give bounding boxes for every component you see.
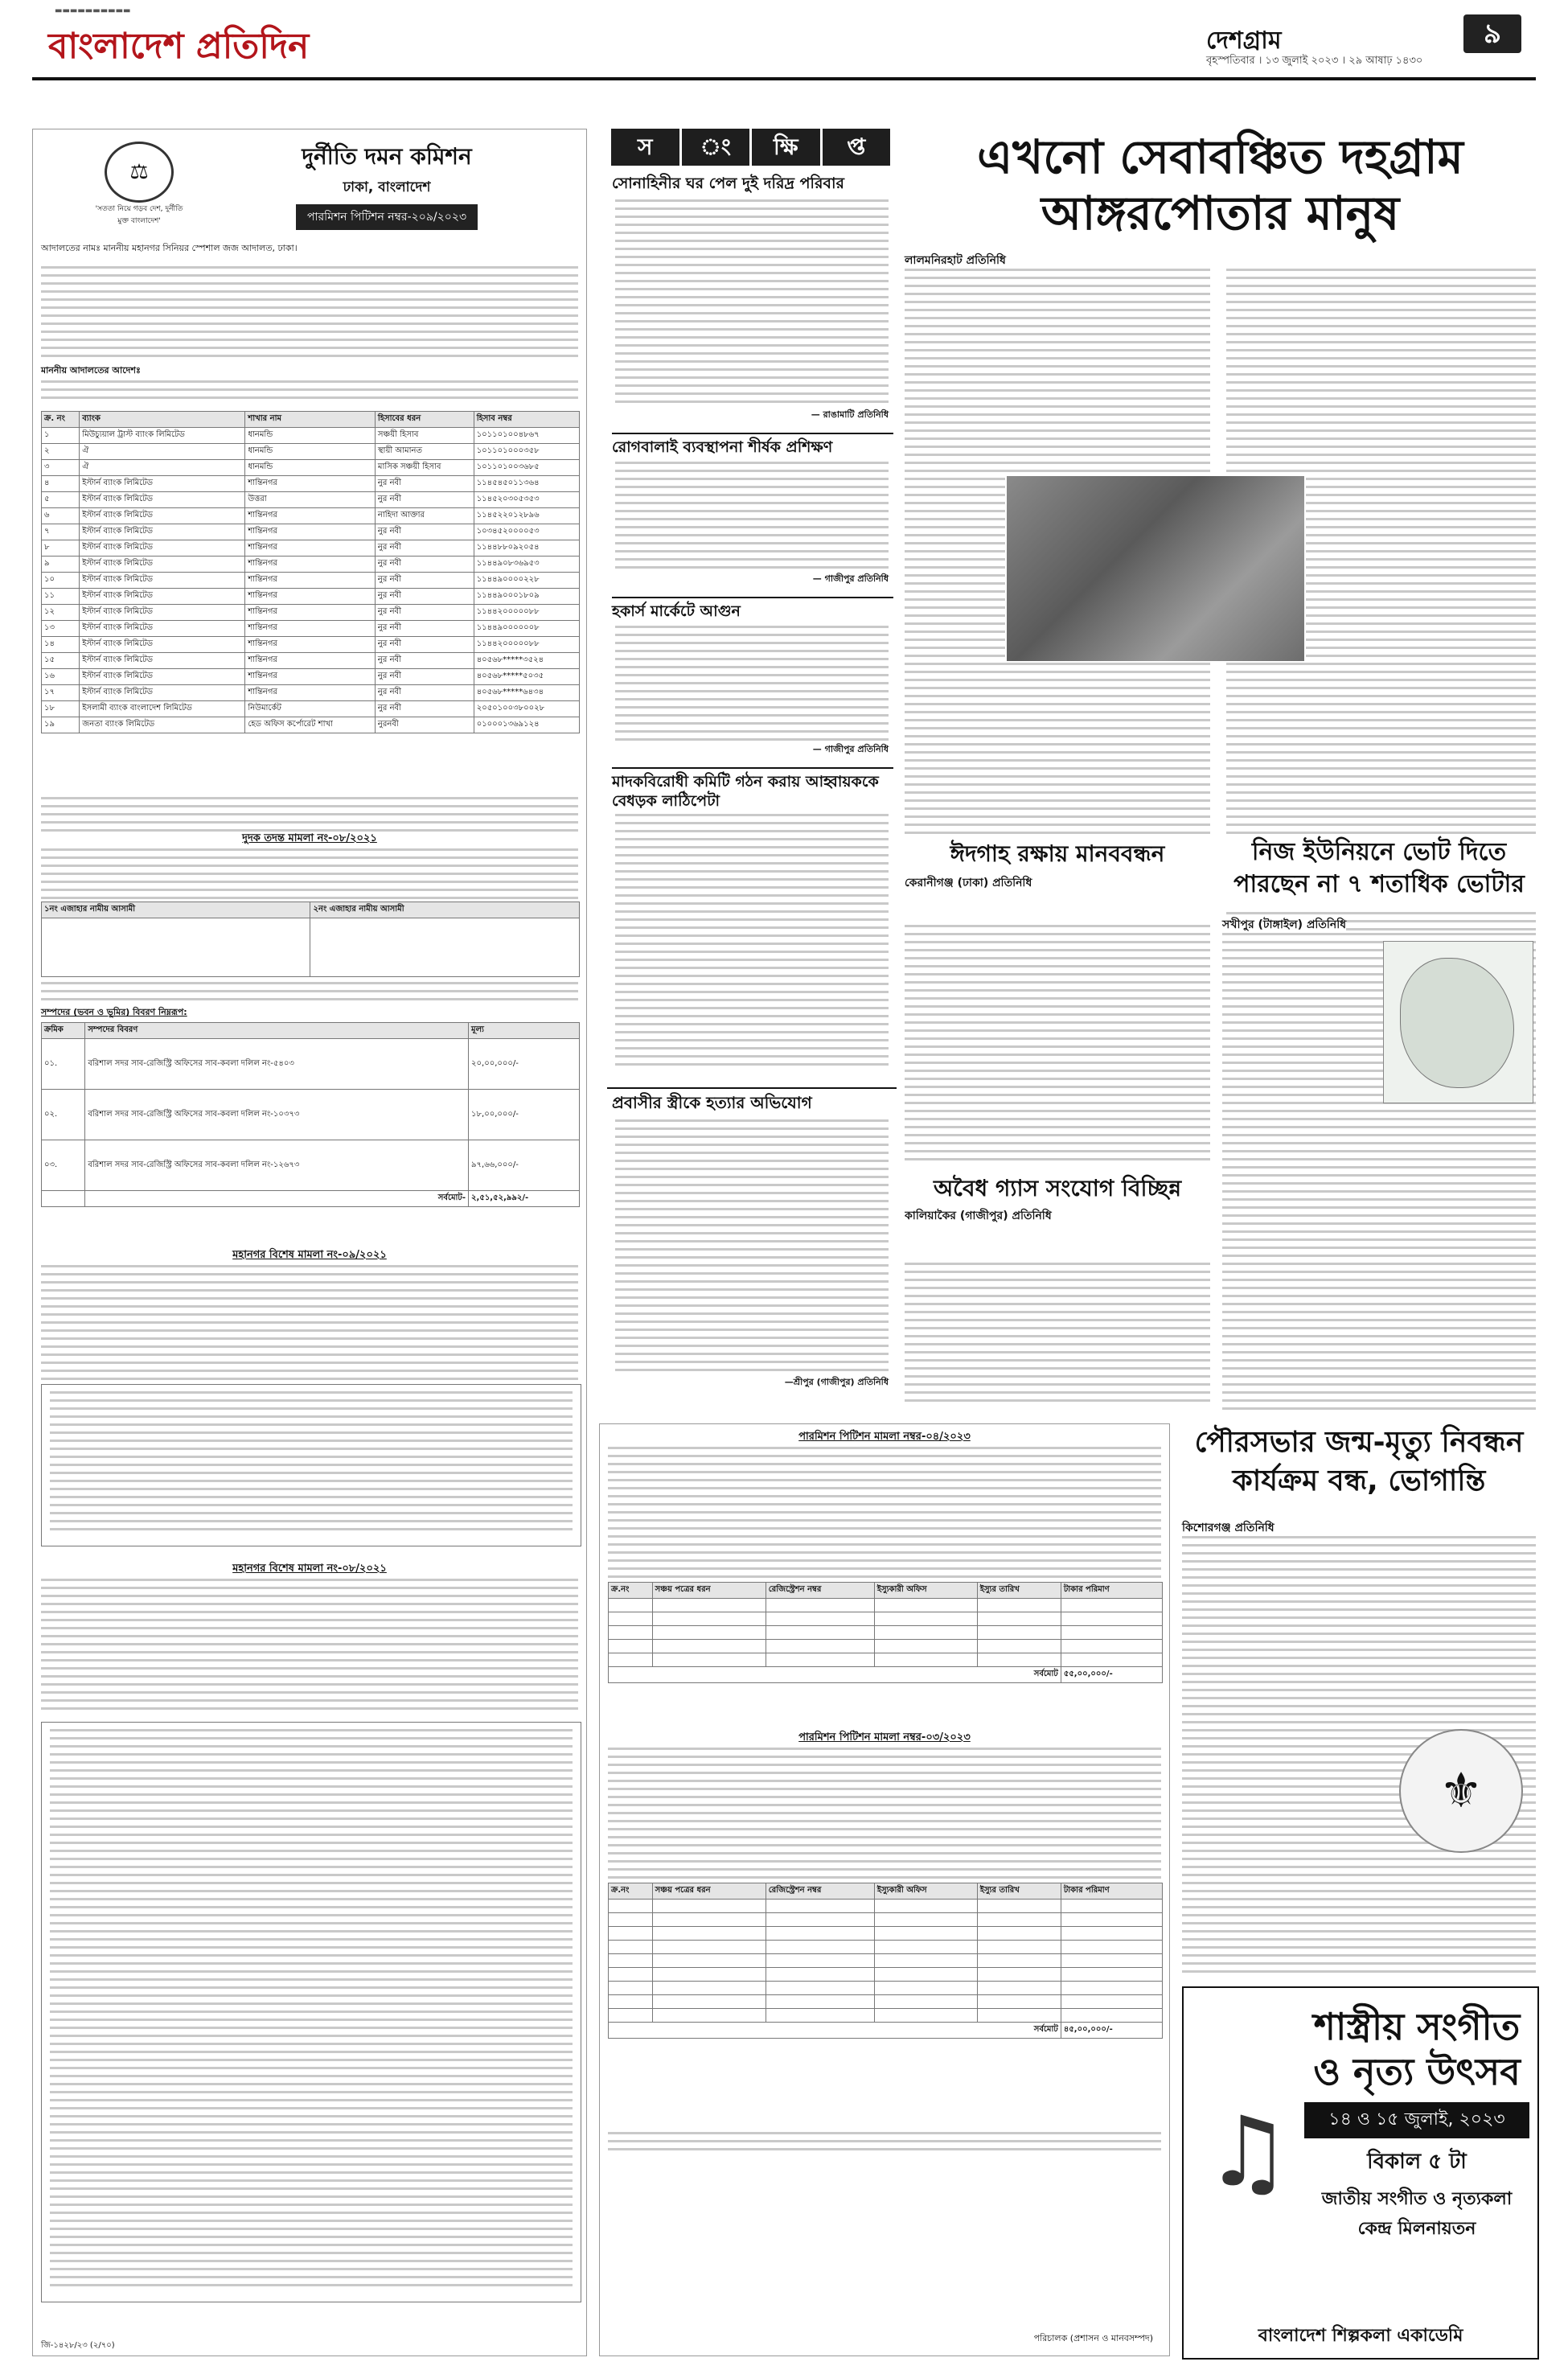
section-name: দেশগ্রাম	[1206, 27, 1282, 55]
table-cell: ৫	[42, 492, 80, 508]
ad-title-line1: শাস্ত্রীয় সংগীত	[1313, 2005, 1521, 2048]
petition-notices	[599, 1423, 1170, 2356]
table-cell: ৮	[42, 540, 80, 557]
table-cell: জনতা ব্যাংক লিমিটেড	[80, 717, 245, 733]
ad-venue-line2: কেন্দ্র মিলনায়তন	[1357, 2219, 1476, 2239]
table-cell: ১	[42, 428, 80, 444]
table-cell: ১৪	[42, 637, 80, 653]
table-cell: ০১০০০১৩৬৯১২৪	[474, 717, 579, 733]
table-cell: ইস্টার্ন ব্যাংক লিমিটেড	[80, 621, 245, 637]
table-cell: ৬	[42, 508, 80, 524]
table-cell: ধানমন্ডি	[245, 428, 376, 444]
table-cell: ইস্টার্ন ব্যাংক লিমিটেড	[80, 540, 245, 557]
table-cell: নুর নবী	[375, 685, 474, 701]
ad-dates: ১৪ ও ১৫ জুলাই, ২০২৩	[1304, 2102, 1529, 2138]
table-row	[42, 701, 580, 717]
table-cell: ১০১১০১০০০৩৫৮	[474, 444, 579, 460]
accused-1-details	[42, 918, 310, 977]
table-cell: ১০১১০১০০৪৮৬৭	[474, 428, 579, 444]
table-row	[42, 669, 580, 685]
table-row	[42, 685, 580, 701]
property-total-label: সর্বমোট-	[85, 1191, 469, 1207]
eidgah-story	[905, 836, 1210, 1166]
petition-table-header: ইস্যুর তারিখ	[977, 1883, 1061, 1900]
case3-heading: মহানগর বিশেষ মামলা নং-০৮/২০২১	[232, 1563, 387, 1575]
brief-2-byline: — গাজীপুর প্রতিনিধি	[812, 573, 889, 584]
table-cell: শান্তিনগর	[245, 621, 376, 637]
table-row	[42, 621, 580, 637]
petition-1-body	[608, 1447, 1161, 1583]
table-cell: ইসলামী ব্যাংক বাংলাদেশ লিমিটেড	[80, 701, 245, 717]
birth-headline[interactable]	[1182, 1423, 1536, 1512]
brief-3-title[interactable]: হকার্স মার্কেটে আগুন	[612, 597, 893, 621]
case2-table	[41, 1384, 581, 1546]
vote-byline: সখীপুর (টাঙ্গাইল) প্রতিনিধি	[1222, 915, 1346, 934]
acc-header	[210, 139, 564, 230]
brief-3-byline: — গাজীপুর প্রতিনিধি	[812, 744, 889, 754]
case3-text	[41, 1579, 578, 1715]
acc-body-text	[41, 266, 578, 363]
table-cell: ৯	[42, 557, 80, 573]
ad-title-line2: ও নৃত্য উৎসব	[1313, 2050, 1521, 2093]
eidgah-byline: কেরানীগঞ্জ (ঢাকা) প্রতিনিধি	[905, 877, 1032, 889]
accused-2-details	[310, 918, 580, 977]
acc-seal-icon: ⚖	[105, 142, 174, 203]
bank-table-wrap	[41, 411, 580, 733]
table-cell: বরিশাল সদর সাব-রেজিস্ট্রি অফিসের সাব-কবলা দলিল নং-১০৩৭৩	[85, 1090, 469, 1140]
table-cell: ধানমন্ডি	[245, 460, 376, 476]
acc-seal-slogan: 'সততা নিয়ে গড়ব দেশ, দুর্নীতি মুক্ত বাংলাদেশ'	[95, 205, 183, 225]
table-cell: বরিশাল সদর সাব-রেজিস্ট্রি অফিসের সাব-কবলা দলিল নং-১২৬৭৩	[85, 1140, 469, 1191]
table-cell: উত্তরা	[245, 492, 376, 508]
table-row	[42, 428, 580, 444]
accused-header-2: ২নং এজাহার নামীয় আসামী	[310, 902, 580, 918]
table-cell: ০১.	[42, 1039, 85, 1090]
table-cell: ১০১১০১০০৩৬৮৫	[474, 460, 579, 476]
acc-petition-badge: পারমিশন পিটিশন নম্বর-২০৯/২০২৩	[296, 204, 478, 230]
culture-festival-ad[interactable]	[1182, 1986, 1539, 2360]
table-cell: নুর নবী	[375, 605, 474, 621]
table-cell: ১১৪৪৯০০০১৮০৯	[474, 589, 579, 605]
ad-organizer: বাংলাদেশ শিল্পকলা একাডেমি	[1258, 2326, 1463, 2346]
lead-headline-line1: এখনো সেবাবঞ্চিত দহগ্রাম	[977, 129, 1463, 184]
eidgah-title[interactable]: ঈদগাহ রক্ষায় মানববন্ধন	[950, 840, 1165, 867]
table-cell: নুর নবী	[375, 637, 474, 653]
table-cell: শান্তিনগর	[245, 685, 376, 701]
table-cell: ১১৪৪৯০০০০০০৮	[474, 621, 579, 637]
table-cell: ইস্টার্ন ব্যাংক লিমিটেড	[80, 669, 245, 685]
upazila-map[interactable]	[1383, 941, 1533, 1103]
table-cell: ১৫	[42, 653, 80, 669]
table-row	[42, 444, 580, 460]
murder-byline: —শ্রীপুর (গাজীপুর) প্রতিনিধি	[784, 1377, 889, 1387]
petition-table-header: ক্র.নং	[609, 1883, 653, 1900]
table-cell: ১৯	[42, 717, 80, 733]
table-cell: ১১৪৪২০০০০০৮৮	[474, 605, 579, 621]
murder-story	[607, 1087, 897, 1393]
bank-accounts-table	[41, 411, 580, 733]
brief-2-body	[615, 462, 889, 574]
table-cell: নুর নবী	[375, 557, 474, 573]
acc-attach-text	[41, 982, 578, 1006]
ad-venue-line1: জাতীয় সংগীত ও নৃত্যকলা	[1321, 2189, 1513, 2209]
table-cell: ঐ	[80, 460, 245, 476]
ad-time: বিকাল ৫ টা	[1367, 2150, 1467, 2174]
table-cell: মিউচ্যুয়াল ট্রাস্ট ব্যাংক লিমিটেড	[80, 428, 245, 444]
table-cell: নুরনবী	[375, 717, 474, 733]
shongkhipto-letter: প্ত	[823, 129, 891, 166]
birth-title-line2: কার্যক্রম বন্ধ, ভোগান্তি	[1232, 1464, 1486, 1497]
petition-2-table-wrap	[608, 1883, 1163, 2039]
table-cell: ১৩	[42, 621, 80, 637]
acc-title: দুর্নীতি দমন কমিশন	[302, 143, 472, 170]
case1-text	[41, 848, 578, 905]
accused-header-1: ১নং এজাহার নামীয় আসামী	[42, 902, 310, 918]
table-row	[42, 460, 580, 476]
vote-headline[interactable]	[1222, 836, 1536, 909]
table-cell: ইস্টার্ন ব্যাংক লিমিটেড	[80, 557, 245, 573]
dancer-illustration-icon: ♫	[1205, 2097, 1291, 2208]
table-cell: নুর নবী	[375, 621, 474, 637]
petition-1-table: ক্র.নং সঞ্চয় পত্রের ধরন রেজিস্ট্রেশন নম্বর ইস্যুকারী অফিস ইস্যুর তারিখ টাকার পরিমাণ সর্বমোট ৫৫,০০,০০০/-	[608, 1582, 1163, 1683]
property-table-header: ক্রমিক	[42, 1023, 85, 1039]
table-cell: ১৭	[42, 685, 80, 701]
gas-story	[905, 1174, 1210, 1415]
table-row	[42, 1090, 580, 1140]
table-cell: ইস্টার্ন ব্যাংক লিমিটেড	[80, 524, 245, 540]
case2-heading: মহানগর বিশেষ মামলা নং-০৯/২০২১	[232, 1249, 387, 1261]
table-row	[42, 717, 580, 733]
table-cell: শান্তিনগর	[245, 476, 376, 492]
table-row	[42, 476, 580, 492]
table-row	[42, 637, 580, 653]
table-cell: ইস্টার্ন ব্যাংক লিমিটেড	[80, 492, 245, 508]
shongkhipto-letter: স	[611, 129, 679, 166]
table-cell: ১১৪৪৯০০০০২২৮	[474, 573, 579, 589]
table-cell: নুর নবী	[375, 476, 474, 492]
table-row	[42, 653, 580, 669]
table-cell: বরিশাল সদর সাব-রেজিস্ট্রি অফিসের সাব-কবলা দলিল নং-৫৪০৩	[85, 1039, 469, 1090]
shongkhipto-letter: ক্ষি	[752, 129, 820, 166]
accused-table	[41, 902, 580, 977]
table-cell: ১১৪৫৪৫০১১৩৬৪	[474, 476, 579, 492]
brief-1-body	[615, 199, 889, 409]
table-cell: ইস্টার্ন ব্যাংক লিমিটেড	[80, 685, 245, 701]
lead-byline: লালমনিরহাট প্রতিনিধি	[905, 254, 1006, 267]
table-cell: নুর নবী	[375, 573, 474, 589]
table-cell: ০৩.	[42, 1140, 85, 1191]
table-cell: ৭	[42, 524, 80, 540]
case2-text	[41, 1265, 578, 1386]
table-cell: শান্তিনগর	[245, 589, 376, 605]
table-cell: ধানমন্ডি	[245, 444, 376, 460]
vote-title: নিজ ইউনিয়নে ভোট দিতে পারছেন না ৭ শতাধিক ভোটার	[1233, 838, 1525, 898]
acc-court-line: আদালতের নামঃ মাননীয় মহানগর সিনিয়র স্পেশাল জজ আদালত, ঢাকা।	[41, 243, 298, 253]
table-cell: শান্তিনগর	[245, 508, 376, 524]
bank-table-header: শাখার নাম	[245, 412, 376, 428]
table-cell: ইস্টার্ন ব্যাংক লিমিটেড	[80, 573, 245, 589]
table-cell: নুর নবী	[375, 540, 474, 557]
table-row	[42, 508, 580, 524]
table-row	[42, 540, 580, 557]
table-cell: ইস্টার্ন ব্যাংক লিমিটেড	[80, 605, 245, 621]
table-cell: ২	[42, 444, 80, 460]
table-cell: ০২.	[42, 1090, 85, 1140]
petition-table-header: ক্র.নং	[609, 1583, 653, 1599]
table-cell: ৪০৫৬৮*****৫০৩৫	[474, 669, 579, 685]
bank-table-header: ব্যাংক	[80, 412, 245, 428]
municipality-seal-icon: ⚜	[1399, 1729, 1523, 1853]
petition-table-header: রেজিস্ট্রেশন নম্বর	[766, 1583, 874, 1599]
petition-2-heading: পারমিশন পিটিশন মামলা নম্বর-০৩/২০২৩	[798, 1731, 971, 1744]
table-cell: ১১৪৫২২০১২৮৯৬	[474, 508, 579, 524]
property-table-wrap	[41, 1022, 580, 1207]
bank-table-header: হিসাবের ধরন	[375, 412, 474, 428]
petition-2-body	[608, 1748, 1161, 1884]
petition-2-total: ৪৫,০০,০০০/-	[1061, 2023, 1162, 2039]
table-cell: ৪০৫৬৮*****৬৪৩৪	[474, 685, 579, 701]
table-cell: ইস্টার্ন ব্যাংক লিমিটেড	[80, 476, 245, 492]
table-cell: ১১৪৫২০৩০৫৩৫৩	[474, 492, 579, 508]
shongkhipto-letter: ং	[682, 129, 750, 166]
accused-table-wrap	[41, 902, 580, 977]
brief-1-byline: — রাঙামাটি প্রতিনিধি	[811, 409, 889, 420]
table-cell: সঞ্চয়ী হিসাব	[375, 428, 474, 444]
petition-table-header: টাকার পরিমাণ	[1061, 1583, 1162, 1599]
petition-table-header: রেজিস্ট্রেশন নম্বর	[766, 1883, 874, 1900]
bank-table-header: হিসাব নম্বর	[474, 412, 579, 428]
masthead-tagline: ▬▬▬▬▬▬▬▬▬▬	[55, 6, 131, 15]
table-cell: ৯৭,৬৬,০০০/-	[469, 1140, 580, 1191]
table-cell: ১২	[42, 605, 80, 621]
table-cell: শান্তিনগর	[245, 524, 376, 540]
table-cell: নুর নবী	[375, 653, 474, 669]
table-cell: ২০,০০,০০০/-	[469, 1039, 580, 1090]
petition-table-header: সঞ্চয় পত্রের ধরন	[652, 1883, 766, 1900]
table-row	[42, 605, 580, 621]
property-table	[41, 1022, 580, 1207]
drug-story-body	[615, 814, 889, 1071]
table-cell: ১১	[42, 589, 80, 605]
table-cell: ১৮	[42, 701, 80, 717]
lead-headline-line2: আঙ্গরপোতার মানুষ	[1041, 186, 1400, 240]
property-heading: সম্পদের (ভবন ও ভূমির) বিবরণ নিম্নরূপ:	[41, 1007, 187, 1017]
shongkhipto-banner	[611, 129, 893, 166]
case3-table	[41, 1722, 581, 2302]
table-cell: ৩	[42, 460, 80, 476]
acc-order-heading: মাননীয় আদালতের আদেশঃ	[41, 365, 141, 376]
petition-table-header: ইস্যুর তারিখ	[977, 1583, 1061, 1599]
property-table-header: সম্পদের বিবরণ	[85, 1023, 469, 1039]
property-total: ২,৫১,৫২,৯৯২/-	[469, 1191, 580, 1207]
petition-footer-office: পরিচালক (প্রশাসন ও মানবসম্পদ)	[1033, 2333, 1153, 2343]
table-cell: ঐ	[80, 444, 245, 460]
table-row	[42, 573, 580, 589]
lead-photo[interactable]	[1005, 474, 1306, 663]
acc-location: ঢাকা, বাংলাদেশ	[343, 179, 431, 195]
table-cell: ১৮,০০,০০০/-	[469, 1090, 580, 1140]
table-cell: নাহিদা আক্তার	[375, 508, 474, 524]
petition-1-heading: পারমিশন পিটিশন মামলা নম্বর-০৪/২০২৩	[798, 1431, 971, 1443]
shongkhipto-column	[607, 170, 897, 1087]
page-number: ৯	[1463, 14, 1521, 53]
masthead-rule	[32, 77, 1536, 80]
table-cell: ৪০৫৬৮*****৩৫২৪	[474, 653, 579, 669]
petition-table-header: ইস্যুকারী অফিস	[874, 1883, 977, 1900]
gas-byline: কালিয়াকৈর (গাজীপুর) প্রতিনিধি	[905, 1210, 1052, 1222]
birth-byline: কিশোরগঞ্জ প্রতিনিধি	[1182, 1522, 1275, 1534]
petition-1-total: ৫৫,০০,০০০/-	[1061, 1667, 1162, 1683]
table-cell: মাসিক সঞ্চয়ী হিসাব	[375, 460, 474, 476]
property-table-header: মূল্য	[469, 1023, 580, 1039]
table-cell: ১১৪৪৯০৮৩৬৯৫৩	[474, 557, 579, 573]
brief-3-body	[615, 626, 889, 746]
table-cell: হেড অফিস কর্পোরেট শাখা	[245, 717, 376, 733]
petition-table-header: টাকার পরিমাণ	[1061, 1883, 1162, 1900]
table-cell: ইস্টার্ন ব্যাংক লিমিটেড	[80, 653, 245, 669]
table-row	[42, 492, 580, 508]
table-cell: নুর নবী	[375, 524, 474, 540]
murder-title[interactable]: প্রবাসীর স্ত্রীকে হত্যার অভিযোগ	[607, 1087, 897, 1113]
table-cell: ৪	[42, 476, 80, 492]
petition-2-table: ক্র.নং সঞ্চয় পত্রের ধরন রেজিস্ট্রেশন নম্বর ইস্যুকারী অফিস ইস্যুর তারিখ টাকার পরিমাণ সর্বমোট ৪৫,০০,০০০/-	[608, 1883, 1163, 2039]
table-cell: শান্তিনগর	[245, 637, 376, 653]
gas-title[interactable]: অবৈধ গ্যাস সংযোগ বিচ্ছিন্ন	[933, 1175, 1182, 1201]
table-cell: নুর নবী	[375, 669, 474, 685]
table-cell: শান্তিনগর	[245, 669, 376, 685]
table-cell: ইস্টার্ন ব্যাংক লিমিটেড	[80, 637, 245, 653]
bank-table-header: ক্র. নং	[42, 412, 80, 428]
birth-title-line1: পৌরসভার জন্ম-মৃত্যু নিবন্ধন	[1194, 1426, 1524, 1459]
petition-1-table-wrap	[608, 1582, 1163, 1683]
table-cell: ২০৫০১০০৩৮০০২৮	[474, 701, 579, 717]
drug-story-title[interactable]: মাদকবিরোধী কমিটি গঠন করায় আহ্বায়ককে বেধড়ক লাঠিপেটা	[612, 767, 893, 811]
table-cell: ইস্টার্ন ব্যাংক লিমিটেড	[80, 508, 245, 524]
paper-logo[interactable]: বাংলাদেশ প্রতিদিন	[48, 26, 310, 67]
map-region	[1400, 958, 1514, 1088]
table-cell: শান্তিনগর	[245, 557, 376, 573]
table-cell: শান্তিনগর	[245, 540, 376, 557]
table-row	[42, 1039, 580, 1090]
table-cell: নুর নবী	[375, 589, 474, 605]
table-cell: ১১৪৪২০০০০০৮৮	[474, 637, 579, 653]
petition-table-header: সঞ্চয় পত্রের ধরন	[652, 1583, 766, 1599]
table-cell: নিউমার্কেট	[245, 701, 376, 717]
table-cell: নুর নবী	[375, 492, 474, 508]
table-cell: ১০৩৪৫২০০০০৫৩	[474, 524, 579, 540]
acc-order-text	[41, 380, 578, 405]
acc-notice	[32, 129, 587, 2356]
lead-headline[interactable]	[905, 129, 1536, 241]
table-row	[42, 589, 580, 605]
table-row	[42, 1140, 580, 1191]
table-cell: শান্তিনগর	[245, 573, 376, 589]
table-cell: স্থায়ী আমানত	[375, 444, 474, 460]
table-row	[42, 524, 580, 540]
table-cell: ১০	[42, 573, 80, 589]
brief-1-title[interactable]: সোনাহিনীর ঘর পেল দুই দরিদ্র পরিবার	[612, 175, 844, 192]
case1-heading: দুদক তদন্ত মামলা নং-০৮/২০২১	[242, 832, 377, 844]
table-cell: শান্তিনগর	[245, 653, 376, 669]
brief-2-title[interactable]: রোগবালাই ব্যবস্থাপনা শীর্ষক প্রশিক্ষণ	[612, 433, 893, 457]
table-cell: শান্তিনগর	[245, 605, 376, 621]
table-cell: ১১৪৪৮৮০৯২০৫৪	[474, 540, 579, 557]
table-cell: নুর নবী	[375, 701, 474, 717]
table-cell: ইস্টার্ন ব্যাংক লিমিটেড	[80, 589, 245, 605]
petition-table-header: ইস্যুকারী অফিস	[874, 1583, 977, 1599]
table-cell: ১৬	[42, 669, 80, 685]
table-row	[42, 557, 580, 573]
dateline: বৃহস্পতিবার । ১৩ জুলাই ২০২৩ । ২৯ আষাঢ় ১৪৩০	[1206, 55, 1423, 67]
petition-2-footer-text	[608, 2132, 1161, 2156]
acc-footer-code: জি-১৪২৮/২৩ (২/৭০)	[41, 2341, 115, 2350]
